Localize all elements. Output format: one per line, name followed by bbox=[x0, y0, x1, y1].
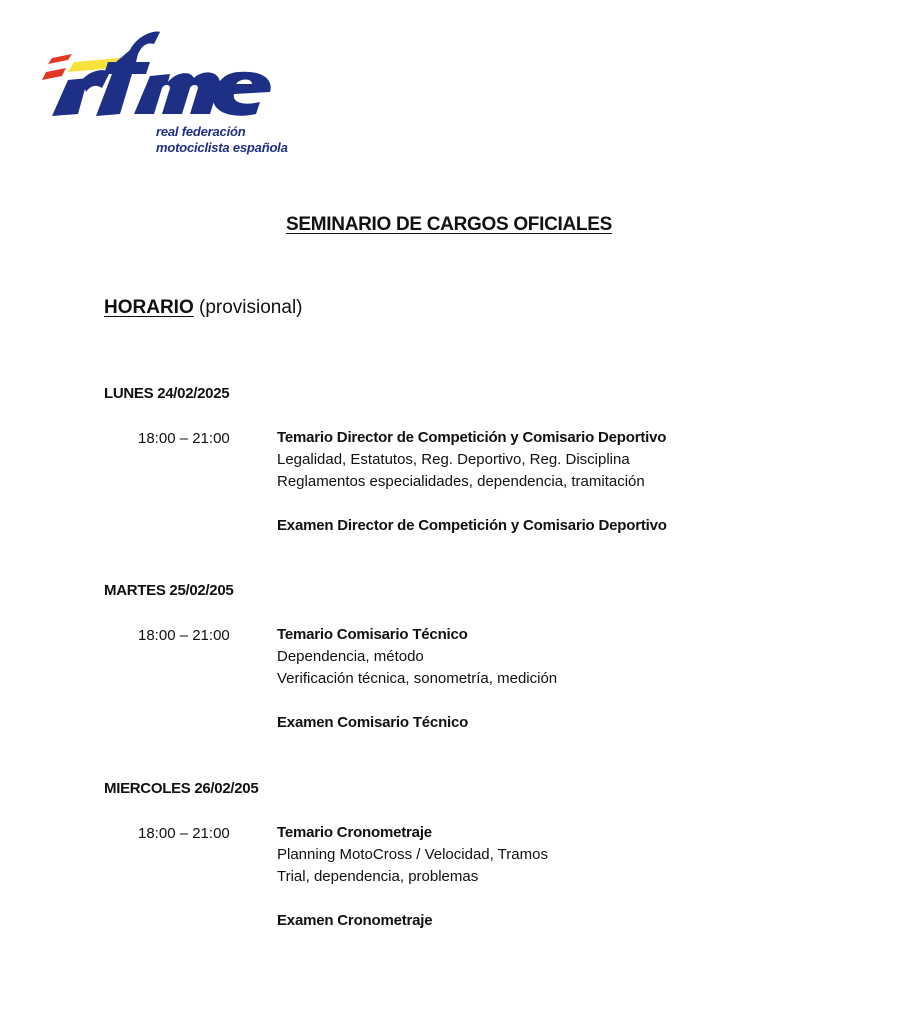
day-heading-wednesday: MIERCOLES 26/02/205 bbox=[104, 780, 259, 797]
schedule-heading bbox=[104, 297, 303, 319]
session-detail-line: Legalidad, Estatutos, Reg. Deportivo, Reg. Disciplina bbox=[277, 451, 630, 468]
session-detail-line: Trial, dependencia, problemas bbox=[277, 868, 479, 885]
session-time-tuesday: 18:00 – 21:00 bbox=[138, 627, 230, 644]
session-topic: Temario Comisario Técnico bbox=[277, 626, 468, 643]
logo-subtitle bbox=[156, 124, 288, 156]
day-heading-tuesday: MARTES 25/02/205 bbox=[104, 582, 234, 599]
session-topic: Temario Cronometraje bbox=[277, 824, 432, 841]
session-exam: Examen Director de Competición y Comisario Deportivo bbox=[277, 517, 667, 534]
schedule-heading-note: (provisional) bbox=[193, 297, 303, 318]
session-block-tuesday bbox=[277, 624, 557, 734]
schedule-heading-label: HORARIO bbox=[104, 297, 194, 318]
rfme-logo bbox=[38, 28, 298, 158]
session-time-wednesday: 18:00 – 21:00 bbox=[138, 825, 230, 842]
logo-subtitle-line2: motociclista española bbox=[156, 140, 288, 155]
day-heading-monday: LUNES 24/02/2025 bbox=[104, 385, 230, 402]
session-block-monday bbox=[277, 427, 667, 537]
session-time-monday: 18:00 – 21:00 bbox=[138, 430, 230, 447]
session-detail-line: Reglamentos especialidades, dependencia, tramitación bbox=[277, 473, 645, 490]
session-topic: Temario Director de Competición y Comisario Deportivo bbox=[277, 429, 667, 446]
session-detail-line: Planning MotoCross / Velocidad, Tramos bbox=[277, 846, 548, 863]
session-detail-line: Dependencia, método bbox=[277, 648, 424, 665]
logo-subtitle-line1: real federación bbox=[156, 124, 246, 139]
session-exam: Examen Comisario Técnico bbox=[277, 714, 469, 731]
session-block-wednesday bbox=[277, 822, 548, 932]
session-detail-line: Verificación técnica, sonometría, medición bbox=[277, 670, 558, 687]
document-title: SEMINARIO DE CARGOS OFICIALES bbox=[286, 214, 612, 235]
rfme-wordmark-icon bbox=[38, 28, 298, 128]
session-exam: Examen Cronometraje bbox=[277, 912, 433, 929]
